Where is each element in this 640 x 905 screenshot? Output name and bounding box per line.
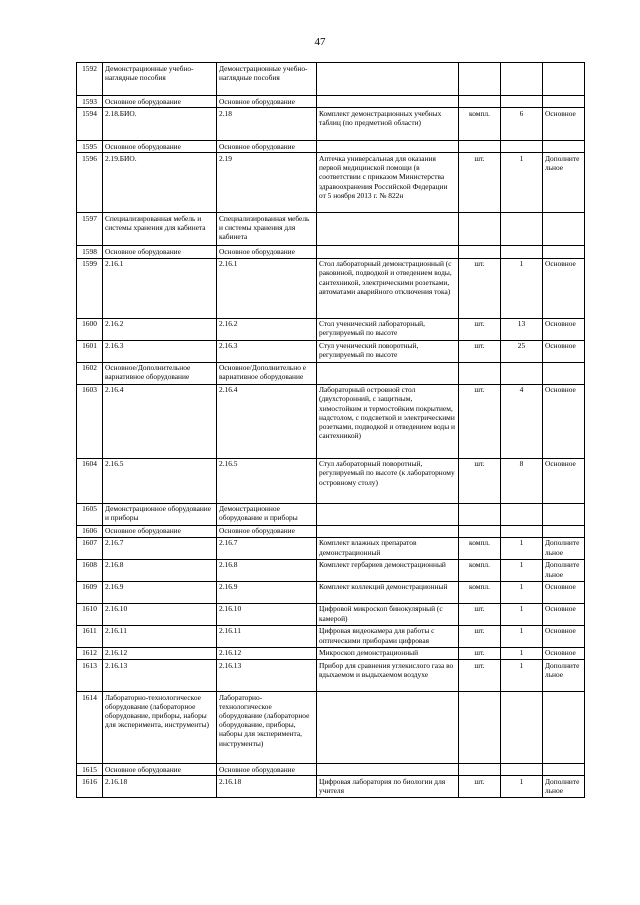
quantity-cell [501,764,543,776]
quantity-cell: 1 [501,603,543,625]
unit-cell [459,692,501,764]
section-code-cell: Основное оборудование [103,246,217,258]
table-row [77,96,585,108]
table-row [77,537,585,559]
category-cell: Основное [543,603,585,625]
unit-cell: шт. [459,318,501,340]
item-code-cell: Демонстрационные учебно-наглядные пособия [217,63,317,96]
item-name-cell: Цифровой микроскоп бинокулярный (с камерой) [317,603,459,625]
section-code-cell: Специализированная мебель и системы хранения для кабинета [103,213,217,246]
row-number-cell: 1602 [77,362,103,384]
item-code-cell: 2.16.10 [217,603,317,625]
equipment-table [76,62,585,798]
item-code-cell: Специализированная мебель и системы хранения для кабинета [217,213,317,246]
section-code-cell: Основное/Дополнительное вариативное оборудование [103,362,217,384]
item-code-cell: 2.16.9 [217,581,317,603]
item-code-cell: 2.18 [217,108,317,141]
item-code-cell: 2.19 [217,153,317,213]
category-cell [543,525,585,537]
unit-cell: компл. [459,108,501,141]
unit-cell: шт. [459,776,501,798]
table-row [77,764,585,776]
table-row [77,660,585,692]
row-number-cell: 1608 [77,559,103,581]
category-cell: Основное [543,258,585,318]
unit-cell: шт. [459,458,501,503]
quantity-cell: 1 [501,776,543,798]
item-name-cell: Микроскоп демонстрационный [317,647,459,659]
row-number-cell: 1605 [77,503,103,525]
item-code-cell: 2.16.8 [217,559,317,581]
unit-cell: шт. [459,153,501,213]
table-row [77,692,585,764]
section-code-cell: Демонстрационное оборудование и приборы [103,503,217,525]
category-cell: Основное [543,384,585,458]
category-cell: Дополнительное [543,153,585,213]
row-number-cell: 1592 [77,63,103,96]
table-row [77,340,585,362]
category-cell [543,213,585,246]
table-row [77,362,585,384]
row-number-cell: 1600 [77,318,103,340]
section-code-cell: 2.19.БИО. [103,153,217,213]
table-row [77,258,585,318]
row-number-cell: 1597 [77,213,103,246]
row-number-cell: 1606 [77,525,103,537]
table-row [77,503,585,525]
quantity-cell [501,503,543,525]
item-code-cell: 2.16.11 [217,625,317,647]
item-name-cell: Прибор для сравнения углекислого газа во вдыхаемом и выдыхаемом воздухе [317,660,459,692]
quantity-cell: 4 [501,384,543,458]
unit-cell: шт. [459,258,501,318]
row-number-cell: 1613 [77,660,103,692]
unit-cell: шт. [459,625,501,647]
table-row [77,458,585,503]
category-cell [543,362,585,384]
unit-cell: шт. [459,603,501,625]
category-cell: Дополнительное [543,776,585,798]
item-name-cell: Комплект демонстрационных учебных таблиц (по предметной области) [317,108,459,141]
item-code-cell: 2.16.12 [217,647,317,659]
item-name-cell [317,213,459,246]
quantity-cell [501,525,543,537]
category-cell: Дополнительное [543,537,585,559]
unit-cell [459,503,501,525]
section-code-cell: 2.16.8 [103,559,217,581]
quantity-cell: 1 [501,153,543,213]
item-name-cell [317,692,459,764]
item-code-cell: 2.16.1 [217,258,317,318]
item-name-cell [317,525,459,537]
section-code-cell: 2.16.7 [103,537,217,559]
table-row [77,153,585,213]
item-code-cell: Основное оборудование [217,96,317,108]
category-cell: Дополнительное [543,660,585,692]
quantity-cell: 13 [501,318,543,340]
item-code-cell: Основное оборудование [217,246,317,258]
category-cell: Дополнительное [543,559,585,581]
section-code-cell: Основное оборудование [103,525,217,537]
table-row [77,647,585,659]
table-row [77,776,585,798]
quantity-cell: 6 [501,108,543,141]
page-number: 47 [314,36,326,48]
row-number-cell: 1604 [77,458,103,503]
quantity-cell: 1 [501,647,543,659]
quantity-cell: 1 [501,660,543,692]
quantity-cell [501,96,543,108]
quantity-cell: 25 [501,340,543,362]
row-number-cell: 1611 [77,625,103,647]
category-cell [543,141,585,153]
quantity-cell: 8 [501,458,543,503]
unit-cell: компл. [459,537,501,559]
category-cell [543,96,585,108]
row-number-cell: 1594 [77,108,103,141]
unit-cell: компл. [459,559,501,581]
section-code-cell: 2.16.18 [103,776,217,798]
row-number-cell: 1599 [77,258,103,318]
item-name-cell: Стул лабораторный поворотный, регулируемый по высоте (к лабораторному островному столу) [317,458,459,503]
item-name-cell [317,141,459,153]
item-name-cell: Комплект коллекций демонстрационный [317,581,459,603]
table-row [77,63,585,96]
table-row [77,213,585,246]
table-row [77,384,585,458]
section-code-cell: 2.16.11 [103,625,217,647]
item-code-cell: Основное оборудование [217,764,317,776]
category-cell [543,764,585,776]
unit-cell [459,246,501,258]
category-cell [543,692,585,764]
quantity-cell [501,692,543,764]
item-code-cell: 2.16.3 [217,340,317,362]
section-code-cell: 2.16.9 [103,581,217,603]
row-number-cell: 1610 [77,603,103,625]
table-row [77,625,585,647]
item-code-cell: 2.16.13 [217,660,317,692]
unit-cell [459,362,501,384]
item-name-cell [317,764,459,776]
quantity-cell: 1 [501,625,543,647]
item-name-cell: Стол лабораторный демонстрационный (с раковиной, подводкой и отведением воды, сантехникой, электрическими розетками, автоматами аварийного отключения тока) [317,258,459,318]
item-code-cell: Лабораторно-технологическое оборудование (лабораторное оборудование, приборы, наборы для эксперимента, инструменты) [217,692,317,764]
unit-cell: шт. [459,660,501,692]
table-row [77,525,585,537]
section-code-cell: Основное оборудование [103,141,217,153]
section-code-cell: 2.16.13 [103,660,217,692]
row-number-cell: 1603 [77,384,103,458]
quantity-cell [501,63,543,96]
quantity-cell [501,362,543,384]
row-number-cell: 1593 [77,96,103,108]
section-code-cell: 2.16.5 [103,458,217,503]
table-row [77,318,585,340]
section-code-cell: 2.16.12 [103,647,217,659]
unit-cell [459,525,501,537]
item-code-cell: 2.16.4 [217,384,317,458]
row-number-cell: 1609 [77,581,103,603]
category-cell [543,246,585,258]
item-name-cell: Стул ученический поворотный, регулируемый по высоте [317,340,459,362]
table-row [77,603,585,625]
category-cell [543,503,585,525]
section-code-cell: 2.16.2 [103,318,217,340]
item-code-cell: Основное оборудование [217,525,317,537]
category-cell: Основное [543,318,585,340]
item-code-cell: 2.16.7 [217,537,317,559]
item-name-cell: Цифровая видеокамера для работы с оптическими приборами цифровая [317,625,459,647]
category-cell: Основное [543,340,585,362]
unit-cell: шт. [459,384,501,458]
item-code-cell: 2.16.5 [217,458,317,503]
row-number-cell: 1595 [77,141,103,153]
item-name-cell [317,503,459,525]
row-number-cell: 1614 [77,692,103,764]
row-number-cell: 1615 [77,764,103,776]
unit-cell: шт. [459,647,501,659]
row-number-cell: 1612 [77,647,103,659]
item-code-cell: Основное оборудование [217,141,317,153]
table-row [77,581,585,603]
unit-cell: шт. [459,340,501,362]
unit-cell [459,63,501,96]
section-code-cell: Основное оборудование [103,764,217,776]
table-row [77,559,585,581]
section-code-cell: 2.16.4 [103,384,217,458]
item-name-cell: Комплект влажных препаратов демонстрационный [317,537,459,559]
quantity-cell [501,141,543,153]
item-name-cell [317,96,459,108]
row-number-cell: 1598 [77,246,103,258]
unit-cell [459,764,501,776]
item-code-cell: 2.16.18 [217,776,317,798]
unit-cell: компл. [459,581,501,603]
quantity-cell: 1 [501,581,543,603]
table-row [77,141,585,153]
item-name-cell: Аптечка универсальная для оказания первой медицинской помощи (в соответствии с приказом Министерства здравоохранения Российской Федерации от 5 ноября 2013 г. № 822н [317,153,459,213]
category-cell: Основное [543,581,585,603]
category-cell: Основное [543,108,585,141]
category-cell: Основное [543,625,585,647]
row-number-cell: 1601 [77,340,103,362]
quantity-cell: 1 [501,537,543,559]
category-cell: Основное [543,647,585,659]
row-number-cell: 1616 [77,776,103,798]
item-name-cell: Комплект гербариев демонстрационный [317,559,459,581]
row-number-cell: 1596 [77,153,103,213]
item-name-cell [317,246,459,258]
unit-cell [459,141,501,153]
item-code-cell: Демонстрационное оборудование и приборы [217,503,317,525]
item-name-cell [317,362,459,384]
item-name-cell: Цифровая лаборатория по биологии для учителя [317,776,459,798]
category-cell [543,63,585,96]
section-code-cell: Демонстрационные учебно-наглядные пособия [103,63,217,96]
quantity-cell [501,213,543,246]
section-code-cell: 2.16.1 [103,258,217,318]
table-row [77,246,585,258]
item-name-cell: Лабораторный островной стол (двухсторонний, с защитным, химостойким и термостойким покрытием, надстолом, с подсветкой и электрическими розетками, подводкой и отведением воды и сантехникой) [317,384,459,458]
item-name-cell [317,63,459,96]
section-code-cell: 2.16.10 [103,603,217,625]
quantity-cell: 1 [501,258,543,318]
section-code-cell: 2.18.БИО. [103,108,217,141]
item-code-cell: Основное/Дополнительно е вариативное оборудование [217,362,317,384]
unit-cell [459,213,501,246]
item-code-cell: 2.16.2 [217,318,317,340]
section-code-cell: Лабораторно-технологическое оборудование (лабораторное оборудование, приборы, наборы для эксперимента, инструменты) [103,692,217,764]
section-code-cell: Основное оборудование [103,96,217,108]
quantity-cell [501,246,543,258]
row-number-cell: 1607 [77,537,103,559]
item-name-cell: Стол ученический лабораторный, регулируемый по высоте [317,318,459,340]
table-row [77,108,585,141]
category-cell: Основное [543,458,585,503]
section-code-cell: 2.16.3 [103,340,217,362]
unit-cell [459,96,501,108]
quantity-cell: 1 [501,559,543,581]
